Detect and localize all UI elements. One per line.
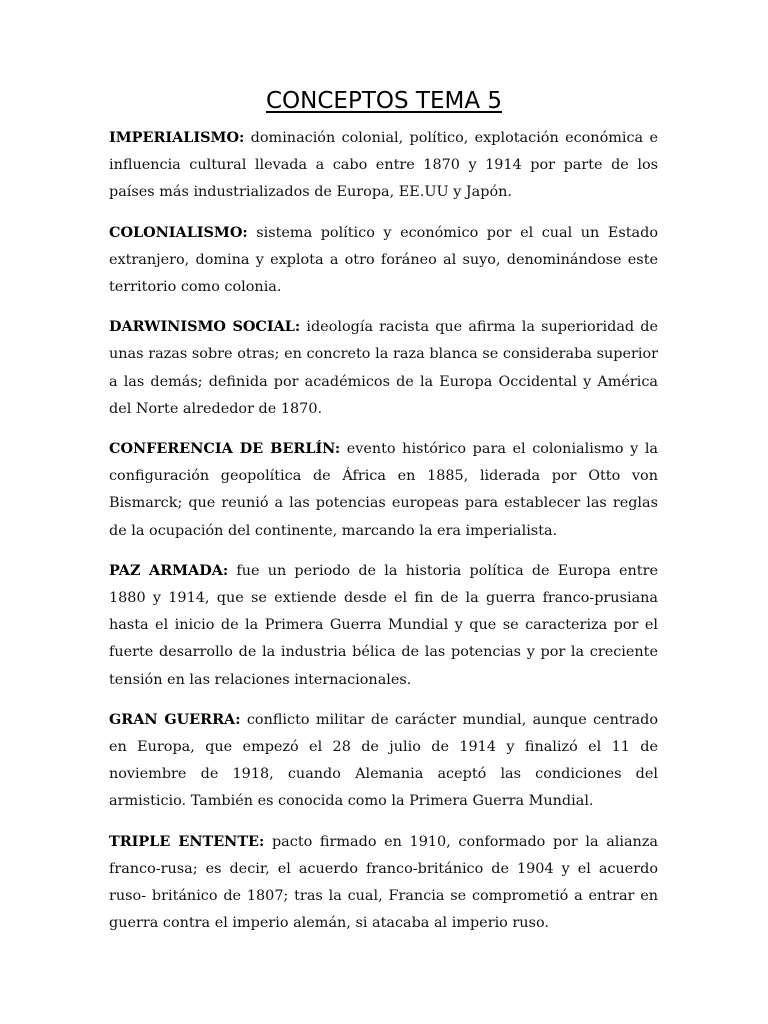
concept-definition: conflicto militar de carácter mundial, aunque centrado en Europa, que empezó el 28 de julio de 1914 y finalizó el 11 de noviembre de 1918, cuando Alemania aceptó las condiciones del armisticio. También es conocida como la Primera Guerra Mundial. bbox=[109, 711, 658, 810]
concept-entry-conferencia-de-berlin bbox=[109, 435, 658, 545]
concept-term: CONFERENCIA DE BERLÍN: bbox=[109, 440, 341, 458]
concept-definition: evento histórico para el colonialismo y la configuración geopolítica de África en 1885, liderada por Otto von Bismarck; que reunió a las potencias europeas para establecer las reglas de la ocupación del continente, marcando la era imperialista. bbox=[109, 441, 659, 539]
concept-definition: ideología racista que afirma la superioridad de unas razas sobre otras; en concreto la raza blanca se consideraba superior a las demás; definida por académicos de la Europa Occidental y América del Norte alrededor de 1870. bbox=[109, 319, 658, 417]
concept-definition: pacto firmado en 1910, conformado por la alianza franco-rusa; es decir, el acuerdo franco-británico de 1904 y el acuerdo ruso- británico de 1807; tras la cual, Francia se comprometió a entrar en guerra contra el imperio alemán, si atacaba al imperio ruso. bbox=[109, 833, 658, 932]
concept-term: COLONIALISMO: bbox=[109, 223, 248, 241]
page-title: CONCEPTOS TEMA 5 bbox=[266, 88, 502, 114]
concept-entry-imperialismo bbox=[109, 124, 658, 207]
concept-definition: fue un periodo de la historia política de Europa entre 1880 y 1914, que se extiende desde el fin de la guerra franco-prusiana hasta el inicio de la Primera Guerra Mundial y que se caracteriza por el fuerte desarrollo de la industria bélica de las potencias y por la creciente tensión en las relaciones internacionales. bbox=[109, 562, 658, 688]
concept-entry-colonialismo bbox=[109, 219, 658, 302]
concept-definition: sistema político y económico por el cual un Estado extranjero, domina y explota a otro foráneo al suyo, denominándose este territorio como colonia. bbox=[109, 224, 658, 296]
concept-definition: dominación colonial, político, explotación económica e influencia cultural llevada a cabo entre 1870 y 1914 por parte de los países más industrializados de Europa, EE.UU y Japón. bbox=[109, 130, 658, 201]
concept-term: GRAN GUERRA: bbox=[109, 710, 241, 728]
concept-term: DARWINISMO SOCIAL: bbox=[109, 318, 301, 336]
concept-term: TRIPLE ENTENTE: bbox=[109, 832, 265, 850]
concept-term: IMPERIALISMO: bbox=[109, 129, 245, 146]
concept-entry-triple-entente bbox=[109, 828, 658, 938]
concept-list bbox=[109, 124, 658, 949]
concept-entry-gran-guerra bbox=[109, 706, 658, 816]
concept-entry-darwinismo-social bbox=[109, 313, 658, 423]
concept-entry-paz-armada bbox=[109, 557, 658, 694]
concept-term: PAZ ARMADA: bbox=[109, 561, 229, 579]
